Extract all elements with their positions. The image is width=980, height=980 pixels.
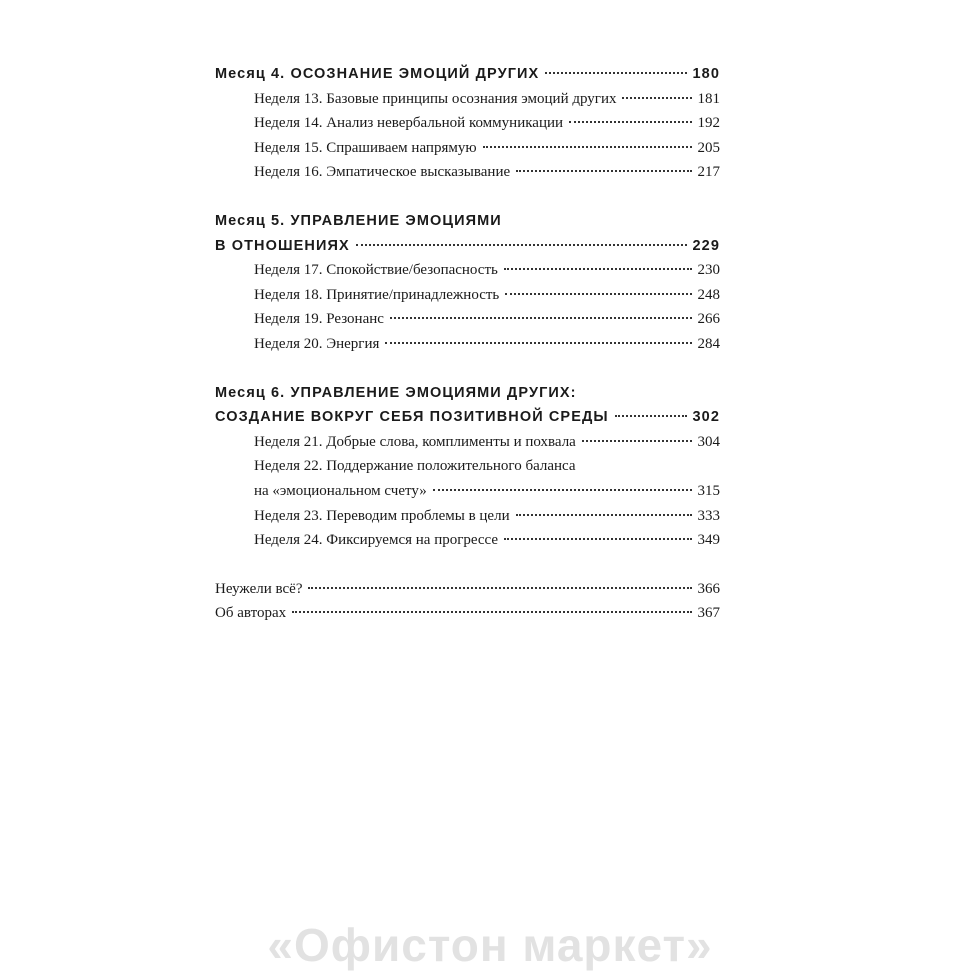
entry-title: Неделя 15. Спрашиваем напрямую (254, 139, 477, 156)
toc-entry (215, 581, 720, 606)
toc-entry (215, 91, 720, 116)
page-number: 366 (697, 580, 720, 597)
entry-title: Об авторах (215, 605, 287, 622)
toc-entry (215, 140, 720, 165)
page-number: 367 (697, 605, 720, 622)
toc-section-heading (215, 66, 720, 91)
page-number: 315 (697, 482, 720, 499)
dot-leader (308, 587, 691, 589)
toc-entry (215, 336, 720, 361)
dot-leader (615, 415, 687, 417)
entry-title: Неделя 18. Принятие/принадлежность (254, 286, 500, 303)
page-number: 217 (697, 164, 720, 181)
toc-section (215, 385, 720, 557)
page-number: 333 (697, 507, 720, 524)
entry-title: Неделя 17. Спокойствие/безопасность (254, 262, 498, 279)
watermark: «Офистон маркет» (267, 919, 713, 971)
toc-entry (215, 287, 720, 312)
dot-leader (516, 170, 691, 172)
dot-leader (483, 146, 692, 148)
section-title: Месяц 4. ОСОЗНАНИЕ ЭМОЦИЙ ДРУГИХ (215, 66, 540, 82)
entry-title: Неделя 23. Переводим проблемы в цели (254, 507, 510, 524)
toc-entry (215, 532, 720, 557)
entry-title: на «эмоциональном счету» (254, 482, 427, 499)
toc-section (215, 66, 720, 189)
page-number: 266 (697, 311, 720, 328)
dot-leader (505, 293, 691, 295)
entry-title: Неделя 24. Фиксируемся на прогрессе (254, 532, 499, 549)
section-title: В ОТНОШЕНИЯХ (215, 237, 350, 254)
dot-leader (390, 317, 692, 319)
section-heading-line: Месяц 6. УПРАВЛЕНИЕ ЭМОЦИЯМИ ДРУГИХ: (215, 384, 577, 401)
entry-title: Неделя 14. Анализ невербальной коммуникации (254, 115, 564, 132)
entry-title: Неделя 13. Базовые принципы осознания эмоций других (254, 90, 617, 107)
page-number: 248 (697, 286, 720, 303)
toc-entry (215, 483, 720, 508)
dot-leader (385, 342, 691, 344)
entry-title-line: Неделя 22. Поддержание положительного баланса (254, 458, 576, 475)
toc-section (215, 213, 720, 361)
toc-entry (215, 262, 720, 287)
page-number: 205 (697, 139, 720, 156)
page-number: 302 (692, 409, 720, 426)
section-heading-line: Месяц 5. УПРАВЛЕНИЕ ЭМОЦИЯМИ (215, 212, 502, 229)
toc-extras (215, 581, 720, 630)
toc-entry (215, 434, 720, 459)
page-number: 229 (692, 237, 720, 254)
page-number: 181 (697, 90, 720, 107)
entry-title: Неделя 16. Эмпатическое высказывание (254, 164, 511, 181)
dot-leader (569, 121, 691, 123)
entry-title: Неделя 21. Добрые слова, комплименты и похвала (254, 433, 576, 450)
entry-title: Неделя 20. Энергия (254, 335, 380, 352)
page-number: 230 (697, 262, 720, 279)
entry-title: Неужели всё? (215, 580, 303, 597)
page-number: 304 (697, 433, 720, 450)
dot-leader (582, 440, 692, 442)
toc-section-heading (215, 409, 720, 434)
toc-section-heading (215, 238, 720, 263)
toc-entry (215, 508, 720, 533)
page-number: 180 (692, 66, 720, 82)
dot-leader (622, 97, 691, 99)
dot-leader (292, 611, 691, 613)
toc-entry (215, 311, 720, 336)
dot-leader (356, 244, 687, 246)
page-number: 284 (697, 335, 720, 352)
toc-entry (215, 164, 720, 189)
dot-leader (516, 514, 692, 516)
page-number: 349 (697, 532, 720, 549)
section-title: СОЗДАНИЕ ВОКРУГ СЕБЯ ПОЗИТИВНОЙ СРЕДЫ (215, 409, 609, 426)
toc-entry (215, 605, 720, 630)
dot-leader (433, 489, 692, 491)
dot-leader (504, 268, 692, 270)
dot-leader (545, 72, 686, 74)
dot-leader (504, 538, 691, 540)
table-of-contents (215, 66, 720, 630)
toc-entry (215, 115, 720, 140)
page-number: 192 (697, 115, 720, 132)
entry-title: Неделя 19. Резонанс (254, 311, 384, 328)
